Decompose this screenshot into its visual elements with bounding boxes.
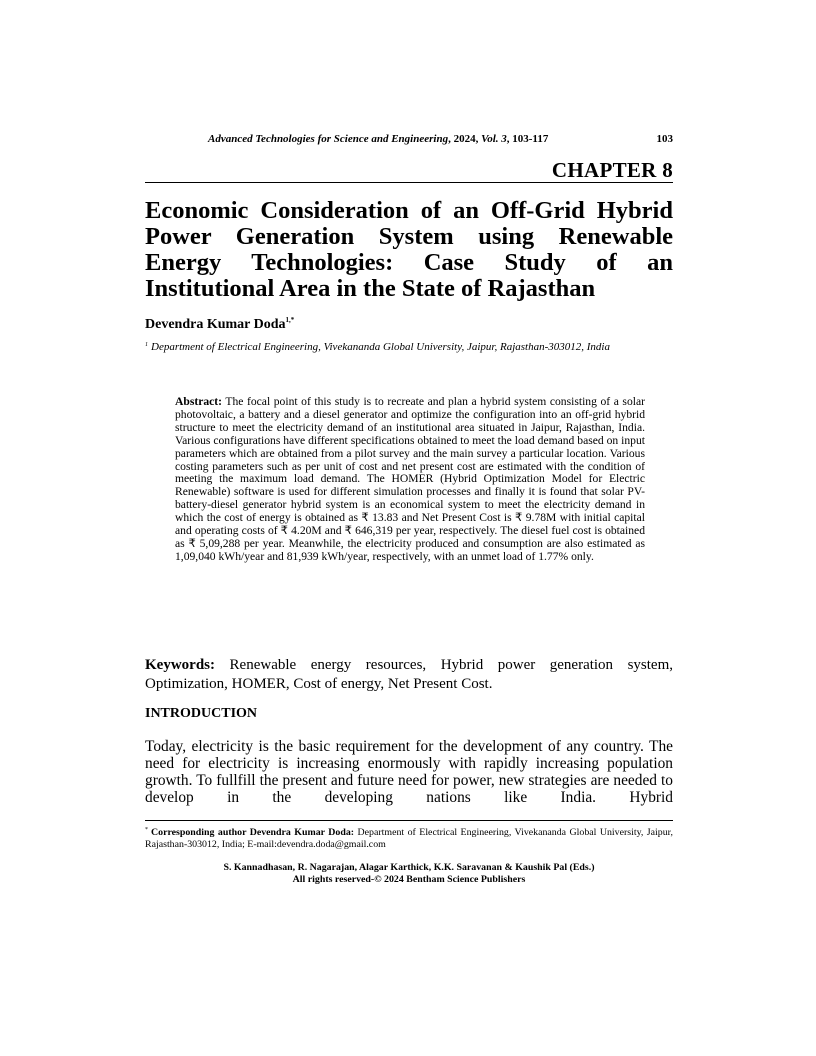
footnote-label: Corresponding author Devendra Kumar Doda: — [151, 827, 355, 838]
footnote — [145, 824, 673, 852]
header-rule — [145, 182, 673, 183]
footnote-rule — [145, 820, 673, 821]
journal-pages: , 103-117 — [506, 133, 549, 145]
publisher-info — [145, 862, 673, 885]
footnote-text: Department of Electrical Engineering, Vivekananda Global University, Jaipur, Rajasthan-303012, India; E-mail:devendra.doda@gmail.com — [145, 827, 673, 851]
author-line — [145, 316, 294, 333]
journal-citation — [208, 133, 548, 145]
abstract-text: The focal point of this study is to recreate and plan a hybrid system consisting of a solar photovoltaic, a battery and a diesel generator and optimize the configuration into an off-grid hybrid structure to meet the electricity demand of an institutional area situated in Jaipur, Rajasthan, India. Various configurations have different specifications obtained to meet the load demand based on input parameters which are obtained from a pilot survey and the main survey a particular location. Various costing parameters such as per unit of cost and net present cost are estimated with the condition of meeting the maximum load demand. The HOMER (Hybrid Optimization Model for Electric Renewable) software is used for different simulation processes and finally it is found that solar PV-battery-diesel generator hybrid system is an economical system to meet the electricity demand in which the cost of energy is obtained as ₹ 13.83 and Net Present Cost is ₹ 9.78M with initial capital and operating costs of ₹ 4.20M and ₹ 646,319 per year, respectively. The diesel fuel cost is obtained as ₹ 5,09,288 per year. Meanwhile, the electricity produced and consumption are also estimated as 1,09,040 kWh/year and 81,939 kWh/year, respectively, with an unmet load of 1.77% only. — [175, 395, 645, 563]
abstract — [175, 396, 645, 564]
page-number: 103 — [656, 133, 673, 145]
paper-title: Economic Consideration of an Off-Grid Hybrid Power Generation System using Renewable Energy Technologies: Case Study of an Institutional Area in the State of Rajasthan — [145, 197, 673, 302]
affiliation-mark: 1 — [145, 342, 148, 348]
affiliation — [145, 338, 673, 354]
keywords — [145, 656, 673, 694]
journal-year: , 2024, — [448, 133, 482, 145]
editors-line: S. Kannadhasan, R. Nagarajan, Alagar Karthick, K.K. Saravanan & Kaushik Pal (Eds.) — [223, 862, 595, 873]
chapter-label: CHAPTER 8 — [551, 158, 673, 182]
journal-volume: Vol. 3 — [481, 133, 507, 145]
section-heading: INTRODUCTION — [145, 706, 258, 721]
keywords-label: Keywords: — [145, 657, 215, 673]
keywords-text: Renewable energy resources, Hybrid power generation system, Optimization, HOMER, Cost of energy, Net Present Cost. — [145, 657, 674, 692]
journal-name: Advanced Technologies for Science and Engineering — [208, 133, 449, 145]
abstract-label: Abstract: — [175, 395, 223, 408]
rights-line: All rights reserved-© 2024 Bentham Science Publishers — [292, 873, 526, 885]
intro-paragraph: Today, electricity is the basic requirement for the development of any country. The need for electricity is increasing enormously with rapidly increasing population growth. To fullfill the present and future need for power, new strategies are needed to develop in the developing nations like India. Hybrid — [145, 738, 673, 806]
author-name: Devendra Kumar Doda — [145, 317, 286, 332]
affiliation-text: Department of Electrical Engineering, Vivekananda Global University, Jaipur, Rajasthan-303012, India — [151, 341, 610, 353]
footnote-mark: * — [145, 827, 148, 833]
author-marks: 1,* — [285, 316, 295, 324]
